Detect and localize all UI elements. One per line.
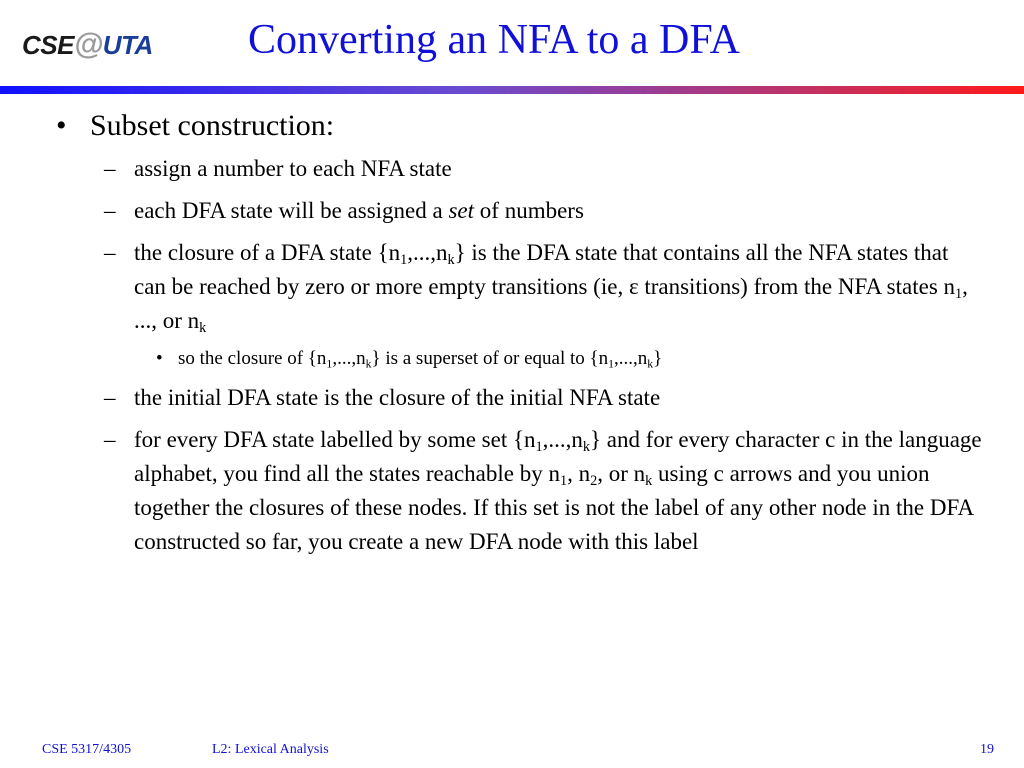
main-bullet-text: Subset construction: <box>90 109 335 142</box>
sub-item-text: the closure of a DFA state $\{n_1,...,n_k\}$ is the DFA state that contains all the NFA states that can be reached by zero or more empty transitions (ie, ε transitions) from the NFA states $n_1$, ..., or $n_k$ <box>134 240 968 336</box>
sub-sub-item-text: so the closure of $\{n_1,...,n_k\}$ is a superset of or equal to $\{n_1,...,n_k\}$ <box>178 348 663 371</box>
sub-sub-item <box>156 346 976 372</box>
bullet-dot-icon: • <box>56 109 67 142</box>
logo-at-icon: @ <box>73 28 103 61</box>
dash-icon: – <box>104 427 116 452</box>
dash-icon: – <box>104 240 116 265</box>
bullet-dot-icon: • <box>156 348 163 369</box>
sub-item-1 <box>104 152 984 186</box>
footer-page-number: 19 <box>980 742 994 757</box>
page-title: Converting an NFA to a DFA <box>248 17 740 63</box>
sub-item-text: for every DFA state labelled by some set $\{n_1,...,n_k\}$ and for every character c in the language alphabet, you find all the states reachable by $n_1$, $n_2$, or $n_k$ using c arrows and you union together the closures of these nodes. If this set is not the label of any other node in the DFA constructed so far, you create a new DFA node with this label <box>134 427 982 554</box>
dash-icon: – <box>104 198 116 223</box>
sub-item-text: each DFA state will be assigned a set of numbers <box>134 198 584 223</box>
dash-icon: – <box>104 156 116 181</box>
sub-item-text: assign a number to each NFA state <box>134 156 452 181</box>
footer-course: CSE 5317/4305 <box>42 742 132 757</box>
logo-cse-text: CSE <box>22 30 74 60</box>
sub-item-2 <box>104 194 984 228</box>
sub-item-3 <box>104 236 984 338</box>
sub-item-text: the initial DFA state is the closure of the initial NFA state <box>134 385 661 410</box>
cse-uta-logo <box>22 22 162 70</box>
dash-icon: – <box>104 385 116 410</box>
title-divider <box>0 86 1024 94</box>
sub-item-4 <box>104 381 984 415</box>
logo-uta-text: UTA <box>102 30 153 60</box>
sub-item-5 <box>104 423 984 559</box>
footer-lecture: L2: Lexical Analysis <box>212 742 329 757</box>
